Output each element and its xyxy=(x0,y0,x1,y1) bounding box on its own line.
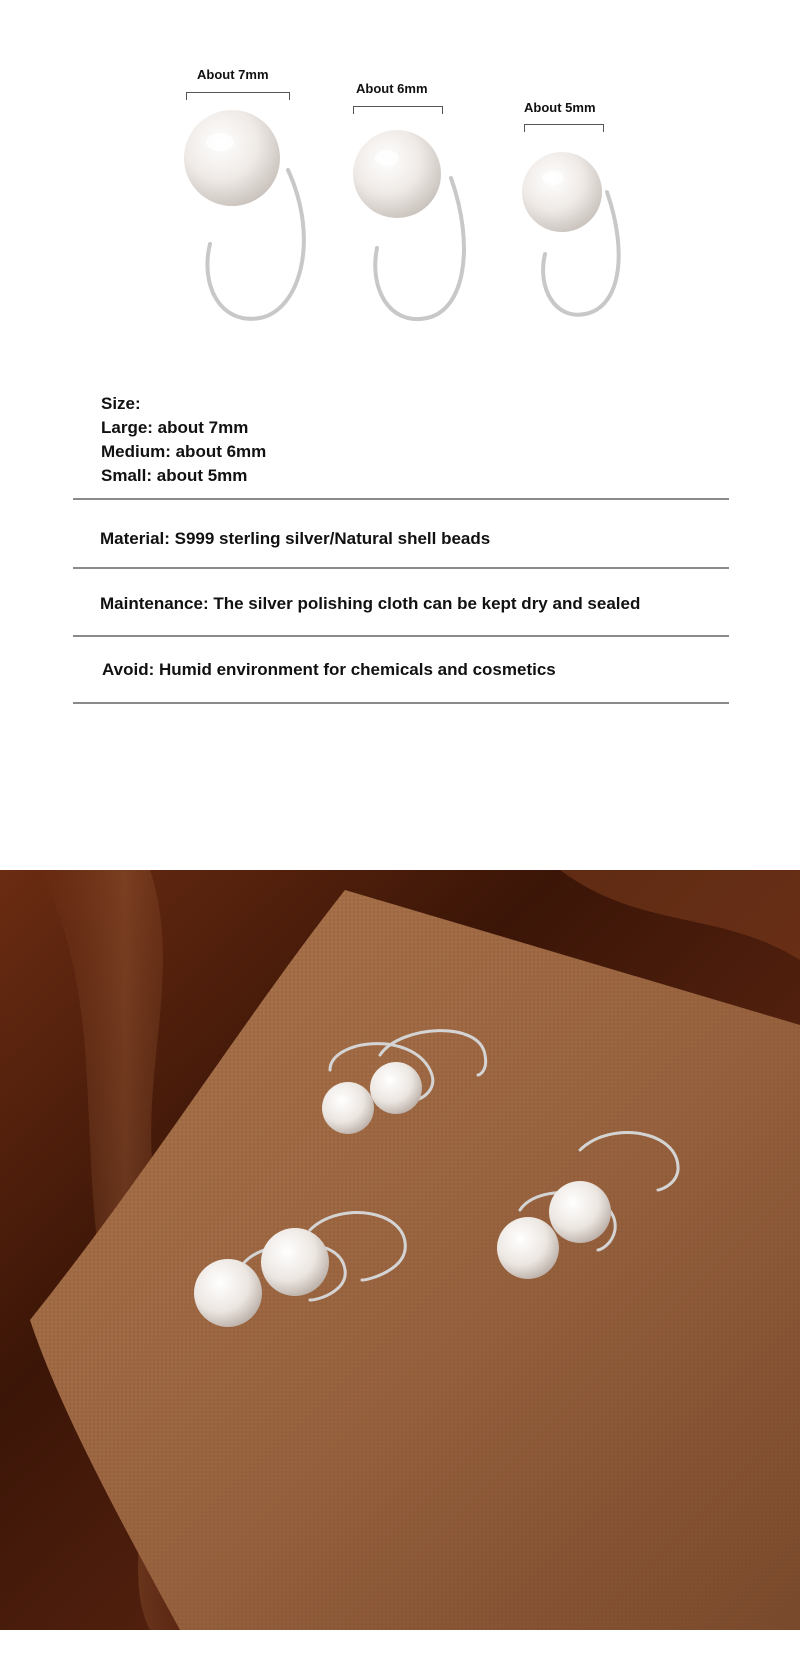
avoid-text: Avoid: Humid environment for chemicals and cosmetics xyxy=(102,660,556,679)
size-bracket-large xyxy=(186,92,290,100)
size-heading: Size: xyxy=(101,394,141,413)
size-bracket-medium xyxy=(353,106,443,114)
divider xyxy=(73,498,729,500)
divider xyxy=(73,567,729,569)
size-label-medium: About 6mm xyxy=(356,81,428,96)
product-photo xyxy=(0,870,800,1630)
material-text: Material: S999 sterling silver/Natural shell beads xyxy=(100,529,491,548)
bottom-margin xyxy=(0,1630,800,1667)
size-details xyxy=(101,392,266,488)
size-large-line: Large: about 7mm xyxy=(101,418,249,437)
earring-medium-image xyxy=(345,128,485,328)
size-label-large: About 7mm xyxy=(197,67,269,82)
size-medium-line: Medium: about 6mm xyxy=(101,442,267,461)
divider xyxy=(73,702,729,704)
size-small-line: Small: about 5mm xyxy=(101,466,248,485)
divider xyxy=(73,635,729,637)
earring-large-image xyxy=(170,110,330,330)
maintenance-text: Maintenance: The silver polishing cloth can be kept dry and sealed xyxy=(100,594,641,613)
size-label-small: About 5mm xyxy=(524,100,596,115)
earring-small-image xyxy=(515,148,635,328)
size-bracket-small xyxy=(524,124,604,132)
